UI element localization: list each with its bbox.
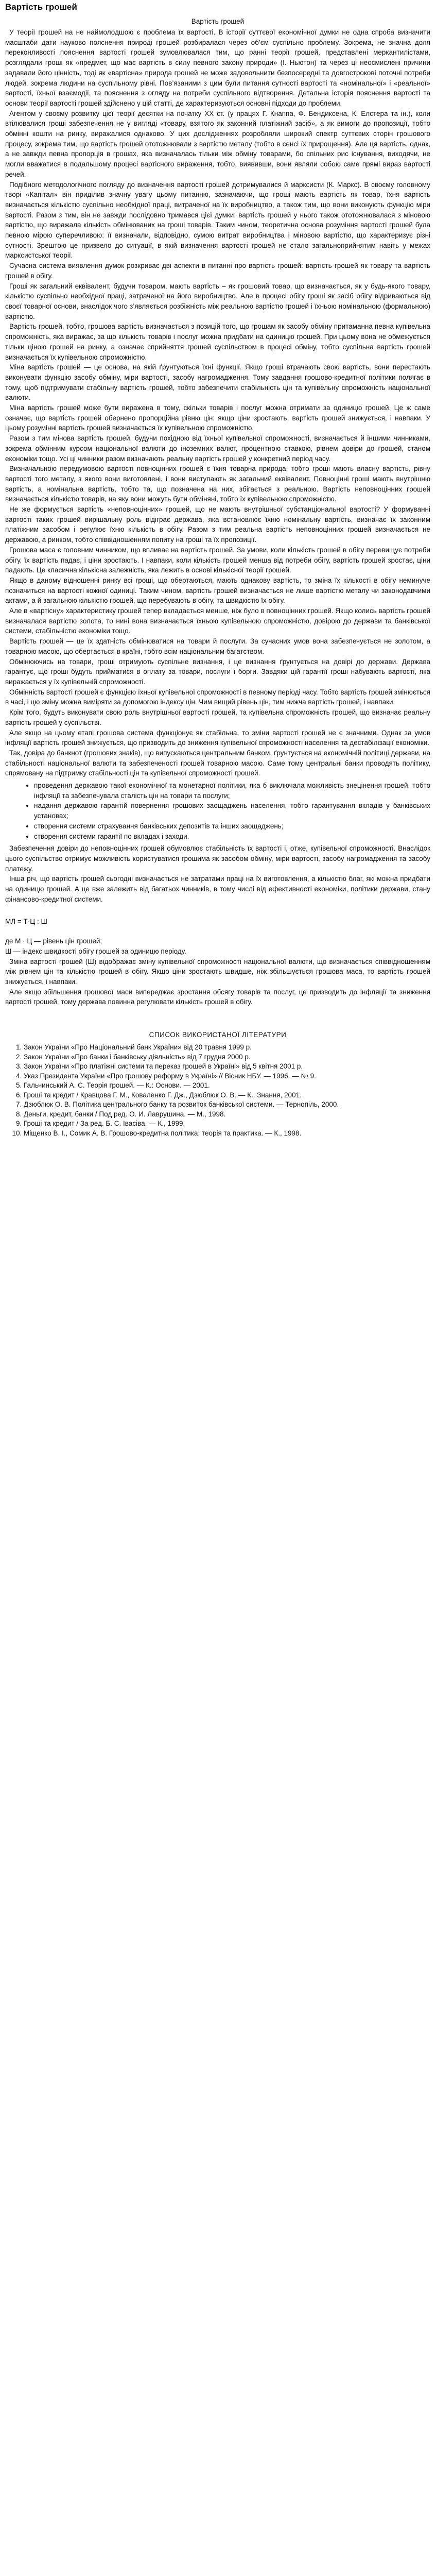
essay-paragraph: Вартість грошей, тобто, грошова вартість визначається з позицій того, що грошам як засобу обміну притаманна певна купівельна спроможність, яка виражає, за що кількість товарів і послуг можна придбати на одиницю грошей. При цьому вона не обмежується тільки ціною грошей на ринку, а означає сприйняття грошей суспільством в процесі обміну, тобто суспільна вартість грошей визначається їх купівельною спроможністю. (5, 323, 430, 361)
essay-paragraph: Сучасна система виявлення думок розкриває дві аспекти в питанні про вартість грошей: вартість грошей як товару та вартість грошей в обігу. (5, 262, 430, 280)
bullet-item: • створення системи страхування банківських депозитів та інших заощаджень; (34, 821, 430, 832)
essay-paragraph: Подібного методологічного погляду до визначення вартості грошей дотримувалися й марксисти (К. Маркс). В своєму головному творі «Капітал» він приділив значну увагу цьому питанню, зазначаючи, що гроші мають вартість як товар, їхня вартість визначається кількістю суспільно необхідної праці, витраченої на їх виробництво, а також тим, що вони виконують функцію міри вартості. Разом з тим, він не завжди послідовно тримався цієї думки: вартість грошей у нього також ототожнювалася з міновою вартістю, що виражала кількість обмінюваних на гроші товарів. Таким чином, теоретична основа розуміння вартості грошей була певною мірою суперечливою: її визначали, відповідно, сумою витрат виробництва і міновою вартістю, що характеризує різні сутності. Зрештою це призвело до ситуації, в якій визначення вартості грошей не стало загальноприйнятим навіть у межах марксистської теорії. (5, 180, 430, 260)
reference-item: 7. Дзюблюк О. В. Політика центрального банку та розвиток банківської системи. — Тернопіль, 2000. (24, 1100, 430, 1110)
document-title: Вартість грошей (5, 2, 77, 12)
essay-paragraph: Але в «вартісну» характеристику грошей тепер вкладається менше, ніж було в повноцінних грошей. Якщо колись вартість грошей визначалася вартістю золота, то нині вона визначається їхньою купівельною спроможністю, довірою до держави та банківської системи, стабільністю економіки тощо. (5, 607, 430, 635)
formula-line: Зміна вартості грошей (Ш) відображає зміну купівельної спроможності національної валюти, що визначається співвідношенням між рівнем цін та кількістю грошей в обігу. Якщо ціни зростають швидше, ніж збільшується грошова маса, то вартість грошей знижується, і навпаки. (5, 957, 430, 986)
bullet-item: • надання державою гарантій повернення грошових заощаджень населення, тобто гарантування вкладів у банківських установах; (34, 801, 430, 821)
reference-item: 3. Закон України «Про платіжні системи та переказ грошей в Україні» від 5 квітня 2001 р. (24, 1062, 430, 1072)
bullet-item: • створення системи гарантії по вкладах і заходи. (34, 832, 430, 842)
essay-paragraph: Обмінюючись на товари, гроші отримують суспільне визнання, і це визнання ґрунтується на довірі до держави. Держава гарантує, що гроші будуть прийматися в оплату за товари, послуги і борги. Завдяки цій гарантії гроші набувають вартості, яка виражається у їх купівельній спроможності. (5, 657, 430, 686)
formula-line: МЛ = Т·Ц : Ш (5, 918, 47, 926)
bullet-list (5, 781, 430, 841)
essay-paragraph: Але якщо на цьому етапі грошова система функціонує як стабільна, то зміни вартості грошей не є значними. Однак за умов інфляції вартість грошей знижується, що призводить до зниження купівельної спроможності населення та дестабілізації економіки. (5, 728, 430, 747)
essay-subtitle: Вартість грошей (191, 18, 245, 25)
formula-block (5, 917, 430, 1007)
essay-paragraph: Інша річ, що вартість грошей сьогодні визначається не затратами праці на їх виготовлення, а кількістю благ, які можна придбати на одиницю грошей. А це вже залежить від багатьох чинників, в тому числі від ефективності економіки, політики держави, стану фінансово-кредитної системи. (5, 875, 430, 903)
essay-paragraph: Разом з тим мінова вартість грошей, будучи похідною від їхньої купівельної спроможності, визначається й іншими чинниками, зокрема обмінним курсом національної валюти до іноземних валют, процентною ставкою, рівнем довіри до грошей, станом економіки тощо. Усі ці чинники разом визначають реальну вартість грошей у конкретний період часу. (5, 434, 430, 463)
reference-item: 10. Міщенко В. І., Сомик А. В. Грошово-кредитна політика: теорія та практика. — К., 1998. (24, 1129, 430, 1139)
essay-paragraph: Міна вартість грошей може бути виражена в тому, скільки товарів і послуг можна отримати за одиницю грошей. Це ж саме означає, що вартість грошей обернено пропорційна рівню цін: якщо ціни зростають, вартість грошей знижується, і навпаки. У цьому розумінні вартість грошей визначається їх купівельною спроможністю. (5, 404, 430, 432)
reference-item: 6. Гроші та кредит / Кравцова Г. М., Коваленко Г. Дж., Дзюблюк О. В. — К.: Знання, 2001. (24, 1091, 430, 1100)
essay-paragraphs-part1 (5, 27, 430, 778)
formula-line: Ш — індекс швидкості обігу грошей за одиницю періоду. (5, 947, 186, 955)
essay-paragraphs-part2 (5, 843, 430, 904)
essay-paragraph: Агентом у своєму розвитку цієї теорії десятки на початку XX ст. (у працях Г. Кнаппа, Ф. Бендиксена, К. Елстера та ін.), коли втілювалися гроші забезпечення не у вигляді «товару, взятого як законний платіжний засіб», а як вимоги до пропозиції, тобто обмінні кошти на ринку, виражалися однаково. У цих дослідженнях розробляли широкий спектр суттєвих сторін грошового процесу, зокрема тим, що вартість грошей ототожнювали з вартістю металу (тобто в сенсі їх прирощення). Але ця вартість, однак, а не завжди певна пропорція в грошах, яка визначалась тільки між обміну товарами, бо спільних рис існування, виходячи, не могли вважатися в подальшому процесі вартісного вираження, тобто, виявивши, вони являли собою саме прямі вираз вартості речей. (5, 109, 430, 178)
reference-item: 4. Указ Президента України «Про грошову реформу в Україні» // Вісник НБУ. — 1996. — № 9. (24, 1072, 430, 1081)
references-list (5, 1043, 430, 1138)
essay-paragraph: Якщо в даному відношенні ринку всі гроші, що обертаються, мають однакову вартість, то зміна їх кількості в обігу неминуче позначиться на вартості кожної одиниці. Таким чином, вартість грошей визначається не лише вартістю металу чи законодавчими актами, а й загальною кількістю грошей, що перебувають в обігу, та швидкістю їх обігу. (5, 576, 430, 605)
references-title: СПИСОК ВИКОРИСТАНОЇ ЛІТЕРАТУРИ (149, 1031, 287, 1039)
bullet-item: • проведення державою такої економічної та монетарної політики, яка б виключала можливість знецінення грошей, тобто інфляції та забезпечувала сталість цін на товари та послуги; (34, 781, 430, 801)
reference-item: 1. Закон України «Про Національний банк України» від 20 травня 1999 р. (24, 1043, 430, 1053)
reference-item: 8. Деньги, кредит, банки / Под ред. О. И. Лаврушина. — М., 1998. (24, 1110, 430, 1120)
essay-paragraph: Обмінність вартості грошей є функцією їхньої купівельної спроможності в певному періоді часу. Тобто вартість грошей змінюється в часі, і цю зміну можна виміряти за допомогою індексу цін. Чим вищий рівень цін, тим нижча вартість грошей, і навпаки. (5, 688, 430, 706)
essay-paragraph: У теорії грошей на не наймолодшою є проблема їх вартості. В історії суттєвої економічної думки не одна спроба визначити масштаби дати науково пояснення природі грошей розбиралася через об’єм суспільно проблему. Зокрема, не значна доля переконливості пояснення вартості грошей зумовлювалася тим, що ранні теорії грошей, представлені меркантилістами, розглядали гроші як «предмет, що має вартість в силу певного закону природи» (І. Ньютон) та через ці неосмислені причини задавали його цінність, тоді як «вартісна» природа грошей не може задовольнити безпосередні та довгострокові поточні потреби людей, зокрема людини на суспільному рівні. Пов’язаними з цим були питання сутності вартості та «номінальної» і «реальної» вартості, їхньої взаємодії, та пояснення з огляду на потреби суспільного відтворення. Детальна історія пояснення вартості та основи теорії вартості грошей здійснено у цій статті, де характеризуються основні підходи до проблеми. (5, 28, 430, 107)
essay-paragraph: Визначальною передумовою вартості повноцінних грошей є їхня товарна природа, тобто гроші мають власну вартість, рівну вартості того металу, з якого вони виготовлені, і вони виступають як загальний еквівалент. Повноцінні гроші мають внутрішню вартість, а номінальна вартість, тобто та, що позначена на них, збігається з реальною. Вартість неповноцінних грошей визначається кількістю товарів, на яку вони можуть бути обміняні, тобто їх купівельною спроможністю. (5, 465, 430, 503)
reference-item: 2. Закон України «Про банки і банківську діяльність» від 7 грудня 2000 р. (24, 1053, 430, 1062)
formula-line: Але якщо збільшення грошової маси випереджає зростання обсягу товарів та послуг, це призводить до інфляції та зниження вартості грошей, тому держава повинна регулювати кількість грошей в обігу. (5, 988, 430, 1006)
essay-body (5, 16, 430, 1138)
reference-item: 5. Гальчинський А. С. Теорія грошей. — К.: Основи. — 2001. (24, 1081, 430, 1091)
essay-paragraph: Грошова маса є головним чинником, що впливає на вартість грошей. За умови, коли кількість грошей в обігу перевищує потреби обігу, їх вартість падає, і ціни зростають. І навпаки, коли кількість грошей менша від потреби обігу, вартість грошей зростає, ціни падають. Це класична кількісна залежність, яка лежить в основі кількісної теорії грошей. (5, 546, 430, 574)
essay-paragraph: Вартість грошей — це їх здатність обмінюватися на товари й послуги. За сучасних умов вона забезпечується не золотом, а товарною масою, що обертається в країні, тобто всім національним багатством. (5, 637, 430, 655)
essay-paragraph: Не же формується вартість «неповноцінних» грошей, що не мають внутрішньої субстанціональної вартості? У формуванні вартості таких грошей вирішальну роль відіграє держава, яка встановлює їхню номінальну вартість, визначає їх законним платіжним засобом і регулює їхню кількість в обігу. Разом з тим реальна вартість неповноцінних грошей визначається не державою, а ринком, тобто співвідношенням попиту на гроші та їх пропозиції. (5, 505, 430, 544)
essay-paragraph: Крім того, будуть виконувати свою роль внутрішньої вартості грошей, та купівельна спроможність грошей, що визначає реальну вартість грошей у суспільстві. (5, 708, 430, 726)
essay-paragraph: Так, довіра до банкнот (грошових знаків), що випускаються центральним банком, ґрунтується на економічній політиці держави, на стабільності національної валюти та забезпеченості грошей товарною масою. Саме тому центральні банки проводять політику, спрямовану на підтримку стабільності цін та купівельної спроможності грошей. (5, 749, 430, 777)
essay-paragraph: Гроші як загальний еквівалент, будучи товаром, мають вартість – як грошовий товар, що визначається, як у будь-якого товару, кількістю суспільно необхідної праці, затраченої на його виробництво. Але в процесі обігу гроші як засіб обігу відриваються від своєї товарної основи, внаслідок чого з’являється розбіжність між реальною вартістю грошей і їхньою номінальною (формальною) вартістю. (5, 282, 430, 320)
essay-paragraph: Міна вартість грошей — це основа, на якій ґрунтуються їхні функції. Якщо гроші втрачають свою вартість, вони перестають виконувати функцію засобу обміну, міри вартості, засобу нагромадження. Тому завдання грошово-кредитної політики полягає в тому, щоб підтримувати стабільну вартість грошей, тобто забезпечити стабільність цін та купівельну спроможність національної валюти. (5, 363, 430, 402)
essay-paragraph: Забезпечення довіри до неповноцінних грошей обумовлює стабільність їх вартості і, отже, купівельної спроможності. Внаслідок цього суспільство отримує можливість користуватися грошима як засобом обміну, міри вартості, засобу нагромадження та засобу платежу. (5, 844, 430, 873)
formula-line: де М · Ц — рівень цін грошей; (5, 937, 102, 945)
reference-item: 9. Гроші та кредит / За ред. Б. С. Івасіва. — К., 1999. (24, 1119, 430, 1129)
